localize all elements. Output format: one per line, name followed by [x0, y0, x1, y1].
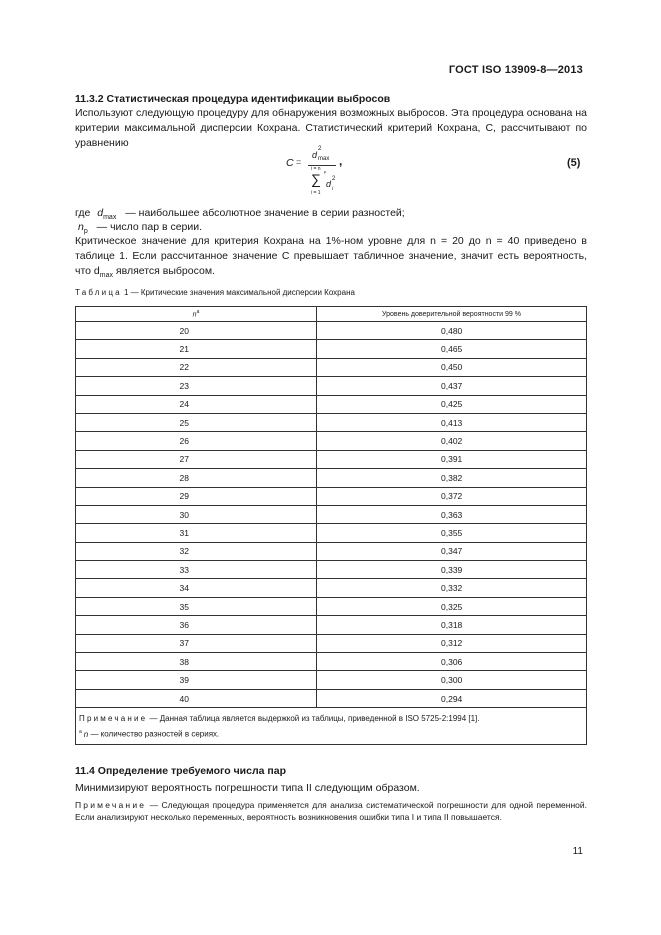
table-row [76, 634, 587, 652]
equation-number: (5) [567, 157, 581, 169]
table-caption [75, 288, 355, 297]
cell-n: 32 [76, 542, 317, 560]
cell-confidence-value: 0,480 [317, 322, 587, 340]
col-confidence-header: Уровень доверительной вероятности 99 % [317, 307, 587, 322]
document-id: ГОСТ ISO 13909-8—2013 [448, 64, 583, 76]
cell-n: 35 [76, 597, 317, 615]
where-n-symbol: n [78, 221, 84, 233]
formula-denominator-sup: 2 [332, 176, 336, 182]
col-n-header [76, 307, 317, 322]
cell-confidence-value: 0,312 [317, 634, 587, 652]
table-row [76, 616, 587, 634]
cell-confidence-value: 0,294 [317, 689, 587, 707]
critical-text: Критическое значение для критерия Кохрана на 1%-ном уровне для n = 20 до n = 40 приведено в таблице 1. Если рассчитанное значение C превышает табличное значение, значит есть вероятность, что d [75, 235, 587, 277]
table-row [76, 689, 587, 707]
table-row [76, 469, 587, 487]
table-row [76, 653, 587, 671]
section-11-3-2-intro: Используют следующую процедуру для обнаружения возможных выбросов. Эта процедура основана на критерии максимальной дисперсии Кохрана. Статистический критерий Кохрана, C, рассчитывают по уравнению [75, 107, 587, 149]
cell-confidence-value: 0,355 [317, 524, 587, 542]
table-row [76, 561, 587, 579]
cell-confidence-value: 0,347 [317, 542, 587, 560]
table-row [76, 542, 587, 560]
cell-n: 20 [76, 322, 317, 340]
cochran-formula [286, 146, 366, 205]
formula-denominator-sub: i [332, 186, 334, 192]
where-n-sub: p [83, 228, 88, 236]
page-number: 11 [572, 846, 583, 857]
table-row [76, 450, 587, 468]
cell-n: 25 [76, 413, 317, 431]
sum-lower: i = 1 [311, 190, 321, 196]
table-row [76, 597, 587, 615]
formula-numerator: d [312, 150, 318, 160]
sum-upper: i = n [311, 166, 321, 172]
where-d-text: — наибольшее абсолютное значение в серии разностей; [125, 207, 405, 219]
cell-n: 31 [76, 524, 317, 542]
where-d-symbol: d [97, 207, 104, 219]
cell-confidence-value: 0,363 [317, 505, 587, 523]
table-caption-label: Таблица [75, 288, 122, 297]
table-header-row [76, 307, 587, 322]
cell-n: 22 [76, 358, 317, 376]
cell-confidence-value: 0,300 [317, 671, 587, 689]
cell-confidence-value: 0,413 [317, 413, 587, 431]
cell-n: 37 [76, 634, 317, 652]
table-row [76, 505, 587, 523]
section-11-4-note-text: — Следующая процедура применяется для анализа систематической погрешности для одной переменной. Если анализируют несколько переменных, вероятность возникновения ошибки типа I и типа II повышается. [75, 800, 587, 822]
formula-denominator: d [326, 179, 332, 189]
section-11-3-2-title: 11.3.2 Статистическая процедура идентификации выбросов [75, 93, 391, 105]
formula-numerator-sub: max [318, 156, 330, 162]
cell-confidence-value: 0,382 [317, 469, 587, 487]
cell-n: 30 [76, 505, 317, 523]
table-row [76, 340, 587, 358]
table-note-text: — Данная таблица является выдержкой из таблицы, приведенной в ISO 5725-2:1994 [1]. [147, 714, 480, 724]
section-11-4-title: 11.4 Определение требуемого числа пар [75, 765, 286, 777]
where-d-sub: max [103, 214, 117, 222]
critical-text-sub: max [99, 272, 113, 280]
critical-text-end: является выбросом. [113, 265, 215, 277]
cell-n: 26 [76, 432, 317, 450]
cell-n: 24 [76, 395, 317, 413]
cell-confidence-value: 0,450 [317, 358, 587, 376]
table-caption-rest: 1 — Критические значения максимальной дисперсии Кохрана [121, 288, 355, 297]
cell-confidence-value: 0,437 [317, 377, 587, 395]
cell-n: 36 [76, 616, 317, 634]
cell-confidence-value: 0,372 [317, 487, 587, 505]
cell-confidence-value: 0,325 [317, 597, 587, 615]
cell-confidence-value: 0,318 [317, 616, 587, 634]
cell-confidence-value: 0,425 [317, 395, 587, 413]
cell-confidence-value: 0,391 [317, 450, 587, 468]
table-note [79, 714, 580, 723]
cell-n: 21 [76, 340, 317, 358]
where-n-text: — число пар в серии. [96, 221, 203, 233]
col-n-header-sup: a [196, 309, 200, 316]
cochran-table [75, 306, 587, 745]
table-footnote-text: — количество разностей в сериях. [88, 729, 220, 739]
table-row [76, 487, 587, 505]
table-row [76, 358, 587, 376]
col-n-header-text: n [192, 311, 197, 319]
table-footnote [79, 729, 580, 739]
table-footnote-symbol: n [83, 729, 89, 739]
section-11-4-note [75, 799, 587, 823]
table-row [76, 322, 587, 340]
cell-n: 39 [76, 671, 317, 689]
sum-upper-sub: p [324, 169, 327, 174]
cell-confidence-value: 0,402 [317, 432, 587, 450]
cell-n: 29 [76, 487, 317, 505]
formula-eq: = [296, 157, 302, 167]
sum-symbol: ∑ [311, 171, 321, 187]
cell-n: 34 [76, 579, 317, 597]
formula-trailing: , [339, 154, 343, 168]
cell-confidence-value: 0,465 [317, 340, 587, 358]
table-note-cell [76, 708, 587, 745]
where-lead: где [75, 207, 91, 219]
table-note-row [76, 708, 587, 745]
section-11-4-text: Минимизируют вероятность погрешности типа II следующим образом. [75, 782, 420, 794]
table-note-label: Примечание [79, 714, 148, 724]
cell-confidence-value: 0,306 [317, 653, 587, 671]
cell-n: 40 [76, 689, 317, 707]
table-row [76, 395, 587, 413]
table-row [76, 671, 587, 689]
table-row [76, 377, 587, 395]
formula-numerator-sup: 2 [318, 146, 322, 152]
table-row [76, 579, 587, 597]
critical-value-paragraph [75, 234, 587, 283]
section-11-4-note-label: Примечание [75, 800, 147, 810]
cell-n: 33 [76, 561, 317, 579]
cell-n: 28 [76, 469, 317, 487]
table-row [76, 413, 587, 431]
table-row [76, 524, 587, 542]
table-footnote-sup: a [79, 729, 82, 736]
table-row [76, 432, 587, 450]
cell-confidence-value: 0,332 [317, 579, 587, 597]
formula-lhs: C [286, 157, 294, 169]
cell-n: 23 [76, 377, 317, 395]
cell-n: 27 [76, 450, 317, 468]
cell-n: 38 [76, 653, 317, 671]
cell-confidence-value: 0,339 [317, 561, 587, 579]
